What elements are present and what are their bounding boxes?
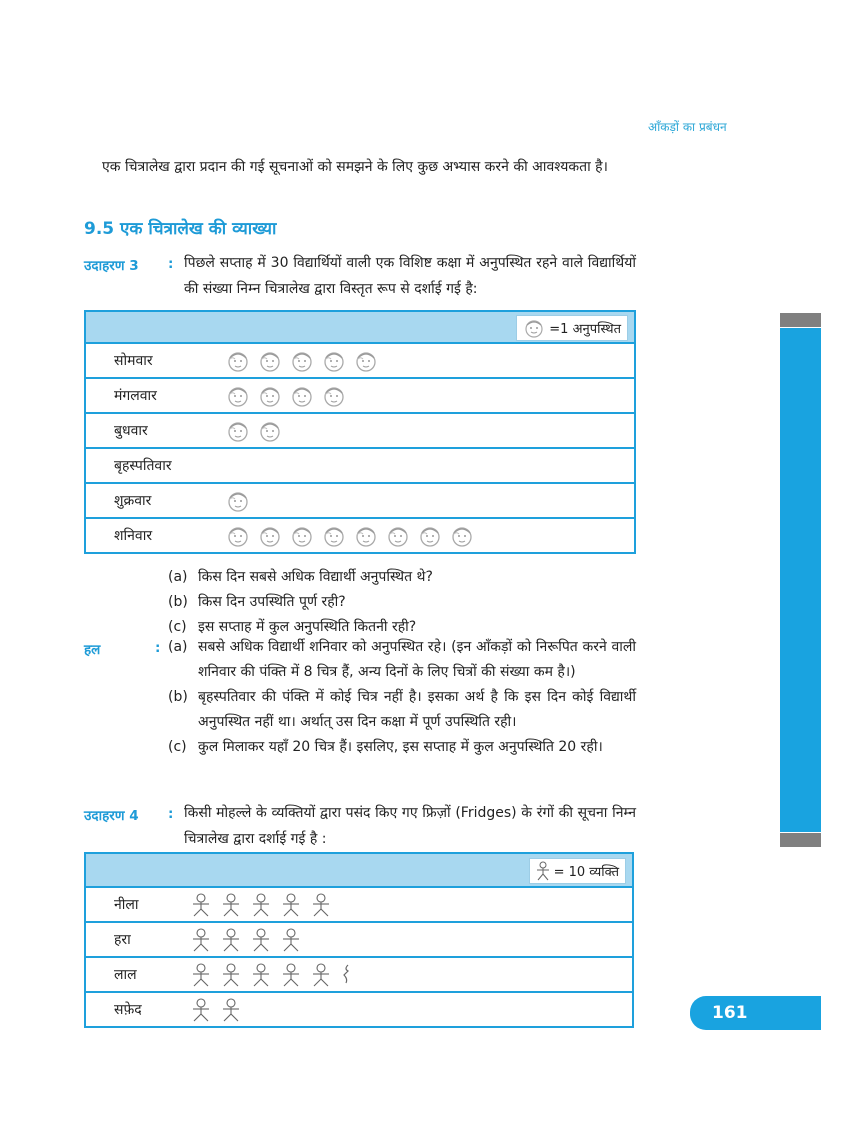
- table-row: [84, 484, 636, 519]
- example4-colon: :: [168, 806, 174, 822]
- question-letter: (a): [168, 569, 188, 585]
- legend-text: = 10 व्यक्ति: [553, 865, 619, 880]
- icon-group: [226, 525, 474, 547]
- icon-group: [226, 350, 378, 372]
- table-row: [84, 414, 636, 449]
- color-label: हरा: [114, 932, 131, 948]
- page-number: 161: [690, 996, 821, 1030]
- question-list: [168, 565, 638, 640]
- student-face-icon: [258, 350, 282, 372]
- section-title: 9.5 एक चित्रालेख की व्याख्या: [84, 219, 277, 239]
- person-icon: [250, 963, 272, 987]
- answer-text: कुल मिलाकर यहाँ 20 चित्र हैं। इसलिए, इस सप्ताह में कुल अनुपस्थिति 20 रही।: [198, 739, 603, 755]
- half-person-icon: [340, 963, 354, 985]
- answer-letter: (b): [168, 689, 188, 705]
- question-item: [168, 590, 638, 615]
- student-face-icon: [322, 350, 346, 372]
- absence-legend: [516, 315, 628, 341]
- side-bar-cap-bottom: [780, 833, 821, 847]
- day-label: मंगलवार: [114, 388, 157, 404]
- person-icon: [190, 963, 212, 987]
- color-label: लाल: [114, 967, 137, 983]
- table-row: [84, 344, 636, 379]
- answer-item: [168, 685, 636, 735]
- question-text: इस सप्ताह में कुल अनुपस्थिति कितनी रही?: [198, 619, 417, 635]
- icon-group: [190, 893, 332, 917]
- day-label: बृहस्पतिवार: [114, 458, 172, 474]
- question-text: किस दिन सबसे अधिक विद्यार्थी अनुपस्थित थे?: [198, 569, 433, 585]
- icon-group: [190, 998, 242, 1022]
- student-face-icon: [226, 350, 250, 372]
- person-icon: [190, 998, 212, 1022]
- person-icon: [220, 998, 242, 1022]
- example3-text: पिछले सप्ताह में 30 विद्यार्थियों वाली एक विशिष्ट कक्षा में अनुपस्थित रहने वाले विद्यार्थियों की संख्या निम्न चित्रालेख द्वारा विस्तृत रूप से दर्शाई गई है:: [184, 255, 636, 297]
- side-bar-cap-top: [780, 313, 821, 327]
- student-face-icon: [386, 525, 410, 547]
- student-face-icon: [258, 385, 282, 407]
- person-legend: [529, 858, 626, 884]
- student-face-icon: [523, 318, 545, 338]
- intro-paragraph: एक चित्रालेख द्वारा प्रदान की गई सूचनाओं को समझने के लिए कुछ अभ्यास करने की आवश्यकता है।: [102, 159, 608, 175]
- icon-group: [226, 420, 282, 442]
- absence-pictograph: [84, 310, 636, 554]
- fridge-pictograph: [84, 852, 634, 1028]
- student-face-icon: [226, 525, 250, 547]
- student-face-icon: [418, 525, 442, 547]
- icon-group: [190, 963, 354, 987]
- answer-text: बृहस्पतिवार की पंक्ति में कोई चित्र नहीं है। इसका अर्थ है कि इस दिन कोई विद्यार्थी अनुपस्थित नहीं था। अर्थात् उस दिन कक्षा में पूर्ण उपस्थिति रही।: [198, 689, 636, 730]
- person-icon: [310, 893, 332, 917]
- answer-letter: (a): [168, 639, 188, 655]
- pictograph-header: [84, 852, 634, 888]
- student-face-icon: [322, 385, 346, 407]
- person-icon: [190, 893, 212, 917]
- student-face-icon: [290, 350, 314, 372]
- student-face-icon: [258, 420, 282, 442]
- person-icon: [280, 893, 302, 917]
- answer-text: सबसे अधिक विद्यार्थी शनिवार को अनुपस्थित रहे। (इन आँकड़ों को निरूपित करने वाली शनिवार की पंक्ति में 8 चित्र हैं, अन्य दिनों के लिए चित्रों की संख्या कम है।): [198, 639, 636, 680]
- table-row: [84, 923, 634, 958]
- example3-colon: :: [168, 256, 174, 272]
- student-face-icon: [290, 385, 314, 407]
- student-face-icon: [226, 490, 250, 512]
- answer-list: [168, 635, 636, 760]
- legend-text: =1 अनुपस्थित: [549, 322, 621, 337]
- person-icon: [220, 928, 242, 952]
- person-icon: [250, 893, 272, 917]
- solution-colon: :: [155, 640, 161, 656]
- student-face-icon: [322, 525, 346, 547]
- person-icon: [190, 928, 212, 952]
- answer-letter: (c): [168, 739, 187, 755]
- answer-item: [168, 635, 636, 685]
- student-face-icon: [226, 385, 250, 407]
- table-row: [84, 449, 636, 484]
- pictograph-header: [84, 310, 636, 344]
- question-letter: (b): [168, 594, 188, 610]
- day-label: बुधवार: [114, 423, 148, 439]
- question-text: किस दिन उपस्थिति पूर्ण रही?: [198, 594, 346, 610]
- table-row: [84, 519, 636, 554]
- person-icon: [310, 963, 332, 987]
- example4-text: किसी मोहल्ले के व्यक्तियों द्वारा पसंद किए गए फ्रिज़ों (Fridges) के रंगों की सूचना निम्न चित्रालेख द्वारा दर्शाई गई है :: [184, 805, 636, 847]
- question-letter: (c): [168, 619, 187, 635]
- color-label: नीला: [114, 897, 139, 913]
- student-face-icon: [290, 525, 314, 547]
- person-icon: [280, 928, 302, 952]
- student-face-icon: [450, 525, 474, 547]
- icon-group: [226, 490, 250, 512]
- side-bar: [780, 328, 821, 832]
- student-face-icon: [354, 525, 378, 547]
- student-face-icon: [354, 350, 378, 372]
- running-header: आँकड़ों का प्रबंधन: [648, 120, 727, 134]
- person-icon: [250, 928, 272, 952]
- table-row: [84, 379, 636, 414]
- table-row: [84, 958, 634, 993]
- solution-label: हल: [84, 642, 101, 658]
- color-label: सफ़ेद: [114, 1002, 142, 1018]
- icon-group: [190, 928, 302, 952]
- day-label: शनिवार: [114, 528, 153, 544]
- answer-item: [168, 735, 636, 760]
- person-icon: [536, 861, 550, 881]
- person-icon: [280, 963, 302, 987]
- table-row: [84, 888, 634, 923]
- table-row: [84, 993, 634, 1028]
- example4-label: उदाहरण 4: [84, 808, 139, 824]
- example3-label: उदाहरण 3: [84, 258, 139, 274]
- day-label: शुक्रवार: [114, 493, 152, 509]
- student-face-icon: [258, 525, 282, 547]
- person-icon: [220, 963, 242, 987]
- student-face-icon: [226, 420, 250, 442]
- day-label: सोमवार: [114, 353, 153, 369]
- question-item: [168, 565, 638, 590]
- person-icon: [220, 893, 242, 917]
- icon-group: [226, 385, 346, 407]
